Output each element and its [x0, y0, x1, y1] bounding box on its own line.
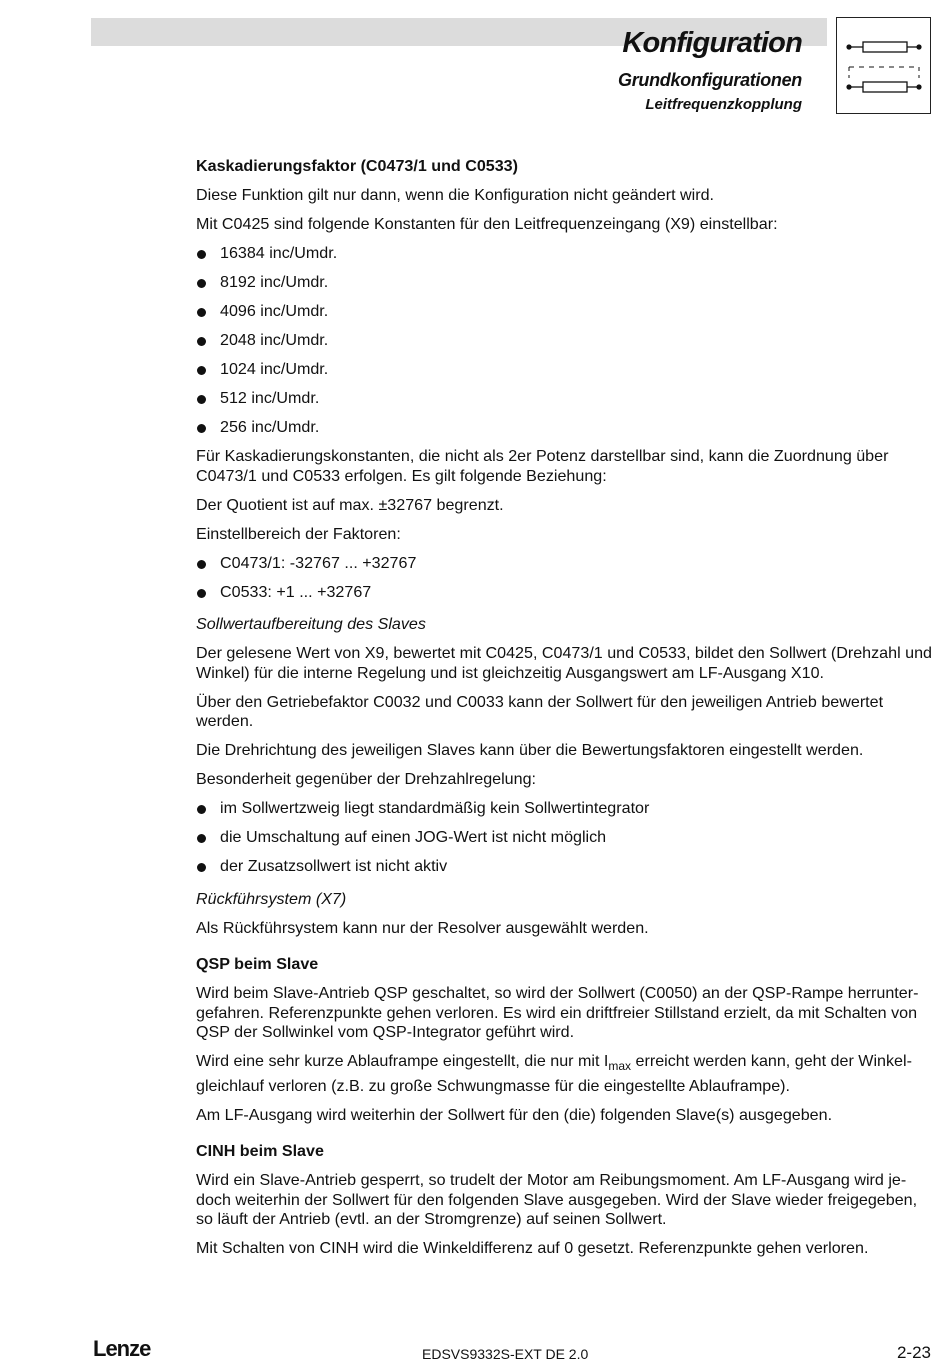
paragraph: Der gelesene Wert von X9, bewertet mit C0425, C0473/1 und C0533, bildet den Sollwert (Drehzahl und Winkel) für die interne Regelung und ist gleichzeitig Ausgangswert am LF-Ausgang X10.: [196, 644, 932, 682]
subscript-max: max: [608, 1059, 632, 1073]
page-number: 2-23: [896, 1343, 931, 1362]
section-heading-cinh: CINH beim Slave: [196, 1142, 324, 1160]
list-item: C0533: +1 ... +32767: [196, 583, 934, 603]
list-item: 2048 inc/Umdr.: [196, 331, 934, 351]
paragraph: Wird beim Slave-Antrieb QSP geschaltet, so wird der Sollwert (C0050) an der QSP-Rampe herrunter-gefahren. Referenzpunkte gehen verloren. Es wird ein driftfreier Stillstand erzielt, da mit Schalten von QSP der Sollwinkel vom QSP-Integrator geführt wird.: [196, 984, 919, 1041]
list-item: die Umschaltung auf einen JOG-Wert ist nicht möglich: [196, 828, 934, 848]
paragraph: Diese Funktion gilt nur dann, wenn die Konfiguration nicht geändert wird.: [196, 186, 714, 204]
special-features-list: [196, 799, 934, 877]
page-title: Konfiguration: [622, 27, 802, 59]
paragraph: Wird ein Slave-Antrieb gesperrt, so trudelt der Motor am Reibungsmoment. Am LF-Ausgang wird je-doch weiterhin der Sollwert für den folgenden Slave ausgegeben. Wird der Slave wieder freigegeben, so läuft der Antrieb (evtl. an der Stromgrenze) auf seinen Sollwert.: [196, 1171, 918, 1228]
paragraph: Die Drehrichtung des jeweiligen Slaves kann über die Bewertungsfaktoren eingestellt werden.: [196, 741, 864, 759]
paragraph: Einstellbereich der Faktoren:: [196, 524, 401, 543]
constants-list: [196, 244, 934, 438]
paragraph: Mit Schalten von CINH wird die Winkeldifferenz auf 0 gesetzt. Referenzpunkte gehen verloren.: [196, 1239, 869, 1257]
subsection-title-rueckfuehr: Rückführsystem (X7): [196, 889, 347, 908]
document-body: [196, 157, 934, 1268]
paragraph: Besonderheit gegenüber der Drehzahlregelung:: [196, 770, 536, 788]
ranges-list: [196, 554, 934, 603]
paragraph: Mit C0425 sind folgende Konstanten für den Leitfrequenzeingang (X9) einstellbar:: [196, 215, 778, 233]
page-subtitle: Grundkonfigurationen: [618, 70, 802, 90]
lenze-logo: Lenze: [93, 1336, 151, 1361]
list-item: der Zusatzsollwert ist nicht aktiv: [196, 857, 934, 877]
section-heading-qsp: QSP beim Slave: [196, 955, 319, 973]
paragraph: Der Quotient ist auf max. ±32767 begrenzt.: [196, 495, 504, 514]
list-item: 4096 inc/Umdr.: [196, 302, 934, 322]
list-item: 16384 inc/Umdr.: [196, 244, 934, 264]
list-item: 1024 inc/Umdr.: [196, 360, 934, 380]
configuration-diagram-icon: [836, 17, 931, 114]
paragraph: Als Rückführsystem kann nur der Resolver ausgewählt werden.: [196, 918, 649, 937]
paragraph: Über den Getriebefaktor C0032 und C0033 kann der Sollwert für den jeweiligen Antrieb bewertet werden.: [196, 692, 884, 730]
list-item: 8192 inc/Umdr.: [196, 273, 934, 293]
paragraph-imax: [196, 1052, 934, 1096]
text-fragment: Wird eine sehr kurze Ablauframpe eingestellt, die nur mit I: [196, 1052, 609, 1070]
list-item: C0473/1: -32767 ... +32767: [196, 554, 934, 574]
subsection-title-sollwert: Sollwertaufbereitung des Slaves: [196, 615, 426, 633]
document-id: EDSVS9332S-EXT DE 2.0: [422, 1346, 589, 1362]
section-heading-kaskadierung: Kaskadierungsfaktor (C0473/1 und C0533): [196, 157, 518, 175]
list-item: im Sollwertzweig liegt standardmäßig kein Sollwertintegrator: [196, 799, 934, 819]
text-fragment: erreicht werden kann, geht der Winkel-gleichlauf verloren (z.B. zu große Schwungmasse für die eingestellte Ablauframpe).: [196, 1052, 912, 1095]
list-item: 512 inc/Umdr.: [196, 389, 934, 409]
list-item: 256 inc/Umdr.: [196, 418, 934, 438]
page-subtitle-secondary: Leitfrequenzkopplung: [645, 96, 802, 113]
paragraph: Am LF-Ausgang wird weiterhin der Sollwert für den (die) folgenden Slave(s) ausgegeben.: [196, 1105, 833, 1124]
paragraph: Für Kaskadierungskonstanten, die nicht als 2er Potenz darstellbar sind, kann die Zuordnung über C0473/1 und C0533 erfolgen. Es gilt folgende Beziehung:: [196, 447, 889, 485]
